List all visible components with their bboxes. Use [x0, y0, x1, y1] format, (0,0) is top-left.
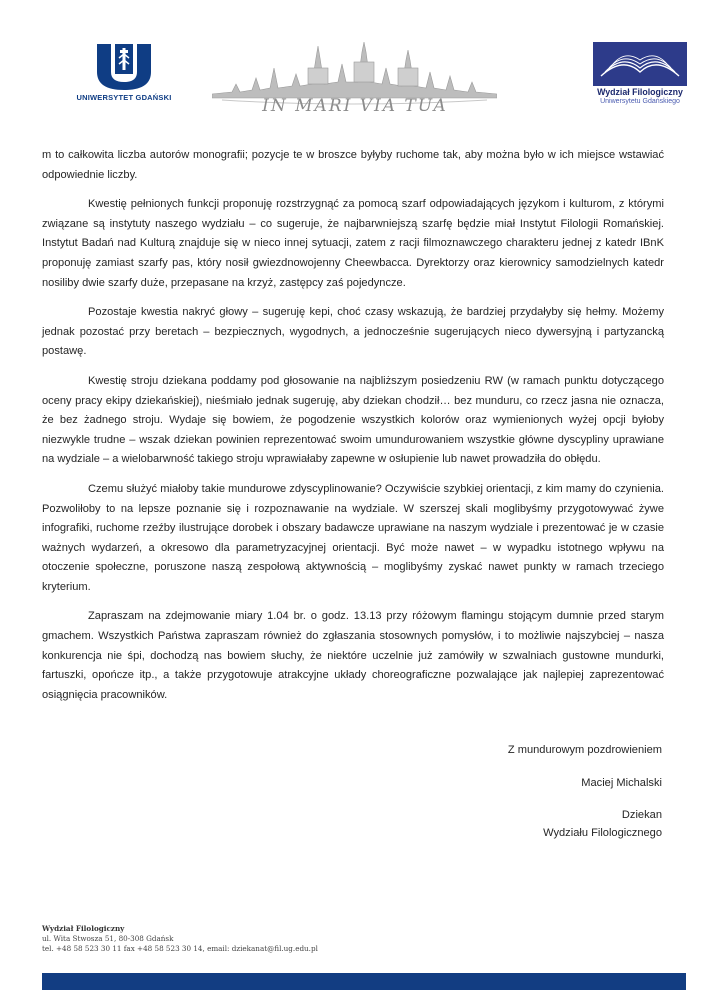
footer	[42, 924, 318, 954]
faculty-logo-box	[593, 42, 687, 86]
letter-body	[42, 146, 664, 715]
signatory-unit: Wydziału Filologicznego	[543, 827, 662, 839]
closing-line: Z mundurowym pozdrowieniem	[507, 744, 662, 756]
paragraph-2: Kwestię pełnionych funkcji proponuję rozstrzygnąć za pomocą szarf odpowiadających językom i kulturom, z którymi związane są instytuty naszego wydziału – co sugeruje, że najbarwniejszą szarfę będzie miał Instytut Filologii Romańskiej. Instytut Badań nad Kulturą znajduje się w nieco innej sytuacji, zatem z racji filmoznawczego charakteru jednej z katedr IBnK proponuję zamiast szarfy pas, który nosił gwiezdnowojenny Cheewbacca. Dyrektorzy oraz kierownicy samodzielnych katedr nosiliby dwie szarfy duże, przepasane na krzyż, zastępcy zaś pojedyncze.	[42, 198, 664, 289]
faculty-subtitle: Uniwersytetu Gdańskiego	[600, 98, 680, 105]
university-name: UNIWERSYTET GDAŃSKI	[76, 93, 172, 102]
paragraph-5: Czemu służyć miałoby takie mundurowe zdyscyplinowanie? Oczywiście szybkiej orientacji, z kim mamy do czynienia. Pozwoliłoby to na lepsze poznanie się i rozpoznawanie na wydziale. W szerszej skali moglibyśmy przygotowywać żywe infografiki, ruchome rzeźby ilustrujące dorobek i obszary badawcze uprawiane na naszym wydziale i prezentować je w czasie ważnych wydarzeń, a okresowo dla parametryzacyjnej orientacji. Być może nawet – w wypadku istotnego wpływu na otoczenie społeczne, poruszone naszą zespołową aktywnością – moglibyśmy zyskać nawet punkty w ramach trzeciego kryterium.	[42, 482, 664, 593]
faculty-logo	[593, 42, 687, 112]
faculty-name: Wydział Filologiczny	[597, 87, 683, 97]
letterhead	[0, 0, 707, 125]
paragraph-4: Kwestię stroju dziekana poddamy pod głosowanie na najbliższym posiedzeniu RW (w ramach punktu dotyczącego oceny pracy ekipy dziekańskiej), nieśmiało jednak sugeruję, aby dziekan chodził… bez munduru, co rzecz jasna nie oznacza, że bez żadnego stroju. Wydaje się bowiem, że pogodzenie wszystkich kolorów oraz wymienionych wyżej opcji byłoby niezwykle trudne – wszak dziekan powinien reprezentować swoim umundurowaniem wszystkie główne dyscypliny uprawiane na wydziale – a wielobarwność takiego stroju wprawiałaby zapewne w osłupienie lub nawet prowadziła do obłędu.	[42, 374, 664, 466]
motto: IN MARI VIA TUA	[262, 96, 448, 116]
footer-name: Wydział Filologiczny	[42, 924, 125, 933]
footer-bar	[42, 973, 686, 990]
paragraph-1: m to całkowita liczba autorów monografii; pozycje te w broszce byłyby ruchome tak, aby można było w ich miejsce wstawiać odpowiednie liczby.	[42, 149, 664, 181]
footer-contact: tel. +48 58 523 30 11 fax +48 58 523 30 14, email: dziekanat@fil.ug.edu.pl	[42, 944, 318, 953]
university-crest-icon	[91, 42, 157, 90]
signatory-title: Dziekan	[621, 809, 662, 821]
university-logo	[74, 42, 174, 108]
signatory-name: Maciej Michalski	[581, 777, 662, 789]
footer-address: ul. Wita Stwosza 51, 80-308 Gdańsk	[42, 934, 174, 943]
paragraph-3: Pozostaje kwestia nakryć głowy – sugeruję kepi, choć czasy wskazują, że bardziej przydałyby się hełmy. Możemy jednak pozostać przy beretach – bezpiecznych, wygodnych, a jednocześnie sugerujących nieco dywersyjną i partyzancką postawę.	[42, 306, 664, 358]
open-book-icon	[593, 42, 687, 86]
paragraph-6: Zapraszam na zdejmowanie miary 1.04 br. o godz. 13.13 przy różowym flamingu stojącym dumnie przed starym gmachem. Wszystkich Państwa zapraszam również do zgłaszania stosownych pomysłów, i to możliwie najszybciej – nasza konkurencja nie śpi, dochodzą nas bowiem słuchy, że niektóre uczelnie już zamówiły w szwalniach gustowne mundurki, fartuszki, opończe itp., a także przygotowuje atrakcyjne układy choreograficzne pozwalające jak najlepiej zaprezentować osiągnięcia pracowników.	[42, 610, 664, 701]
